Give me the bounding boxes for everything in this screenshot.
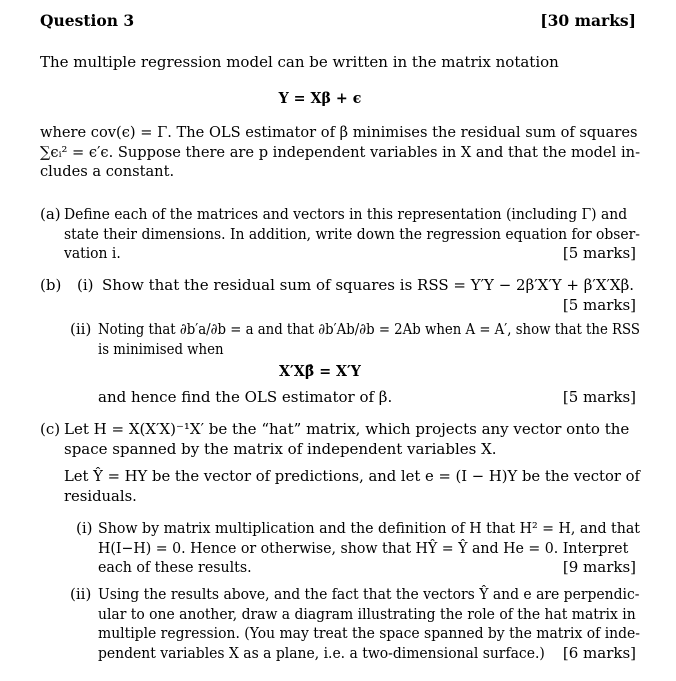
part-b-label: (b) <box>40 276 62 294</box>
part-c-ii-label: (ii) <box>70 585 92 603</box>
question-title: Question 3 <box>40 11 135 30</box>
question-total-marks: [30 marks] <box>540 11 636 30</box>
part-b-i-marks: [5 marks] <box>562 296 636 314</box>
part-c-text-2 <box>64 467 649 506</box>
part-c-i-label: (i) <box>76 519 93 537</box>
part-c-i-line-3: each of these results. <box>98 558 252 576</box>
part-c-ii-line-4: pendent variables X as a plane, i.e. a two-dimensional surface.) <box>98 643 545 662</box>
intro-line: The multiple regression model can be written in the matrix notation <box>40 53 559 71</box>
part-c-i-line-2: H(I−H) = 0. Hence or otherwise, show that HŶ = Ŷ and He = 0. Interpret <box>98 538 629 557</box>
part-b-ii-text <box>98 320 676 359</box>
part-b-i-text: Show that the residual sum of squares is RSS = Y′Y − 2β′X′Y + β′X′Xβ. <box>102 276 635 294</box>
part-c-ii-line-2: ular to one another, draw a diagram illustrating the role of the hat matrix in <box>98 604 636 623</box>
part-c-text <box>64 420 629 459</box>
part-c-label: (c) <box>40 420 61 438</box>
part-b-ii-line-1: Noting that ∂b′a/∂b = a and that ∂b′Ab/∂b = 2Ab when A = A′, show that the RSS <box>98 320 640 338</box>
part-a-line-2: state their dimensions. In addition, write down the regression equation for obser- <box>64 224 640 243</box>
part-a-label: (a) <box>40 205 61 223</box>
intro-p-line-3: cludes a constant. <box>40 162 175 180</box>
part-c-line-2: space spanned by the matrix of independent variables X. <box>64 439 497 458</box>
intro-paragraph <box>40 123 656 182</box>
part-c-i-line-1: Show by matrix multiplication and the definition of H that H² = H, and that <box>98 519 640 537</box>
part-a-line-1: Define each of the matrices and vectors in this representation (including Γ) and <box>64 205 628 223</box>
part-b-ii-label: (ii) <box>70 320 92 338</box>
model-equation: Y = Xβ + ϵ <box>278 89 362 107</box>
part-c-i-marks: [9 marks] <box>562 558 636 576</box>
part-b-ii-marks: [5 marks] <box>562 388 636 406</box>
part-a-marks: [5 marks] <box>562 244 636 262</box>
intro-p-line-2: ∑ϵᵢ² = ϵ′ϵ. Suppose there are p independent variables in X and that the model in- <box>40 142 640 161</box>
intro-p-line-1: where cov(ϵ) = Γ. The OLS estimator of β minimises the residual sum of squares <box>40 123 638 141</box>
part-c-ii-line-3: multiple regression. (You may treat the space spanned by the matrix of inde- <box>98 624 640 642</box>
part-c-line-3: Let Ŷ = HY be the vector of predictions, and let e = (I − H)Y be the vector of <box>64 467 640 485</box>
part-c-line-4: residuals. <box>64 486 137 505</box>
part-c-line-1: Let H = X(X′X)⁻¹X′ be the “hat” matrix, which projects any vector onto the <box>64 420 630 438</box>
part-c-ii-marks: [6 marks] <box>562 644 636 662</box>
part-a-line-3: vation i. <box>64 244 121 262</box>
part-b-ii-line-2: is minimised when <box>98 339 224 358</box>
part-b-ii-line-3: and hence find the OLS estimator of β. <box>98 388 393 406</box>
part-c-ii-line-1: Using the results above, and the fact that the vectors Ŷ and e are perpendic- <box>98 585 640 603</box>
normal-equation: X′Xβ̂ = X′Y <box>279 362 361 380</box>
part-b-i-label: (i) <box>77 276 94 294</box>
